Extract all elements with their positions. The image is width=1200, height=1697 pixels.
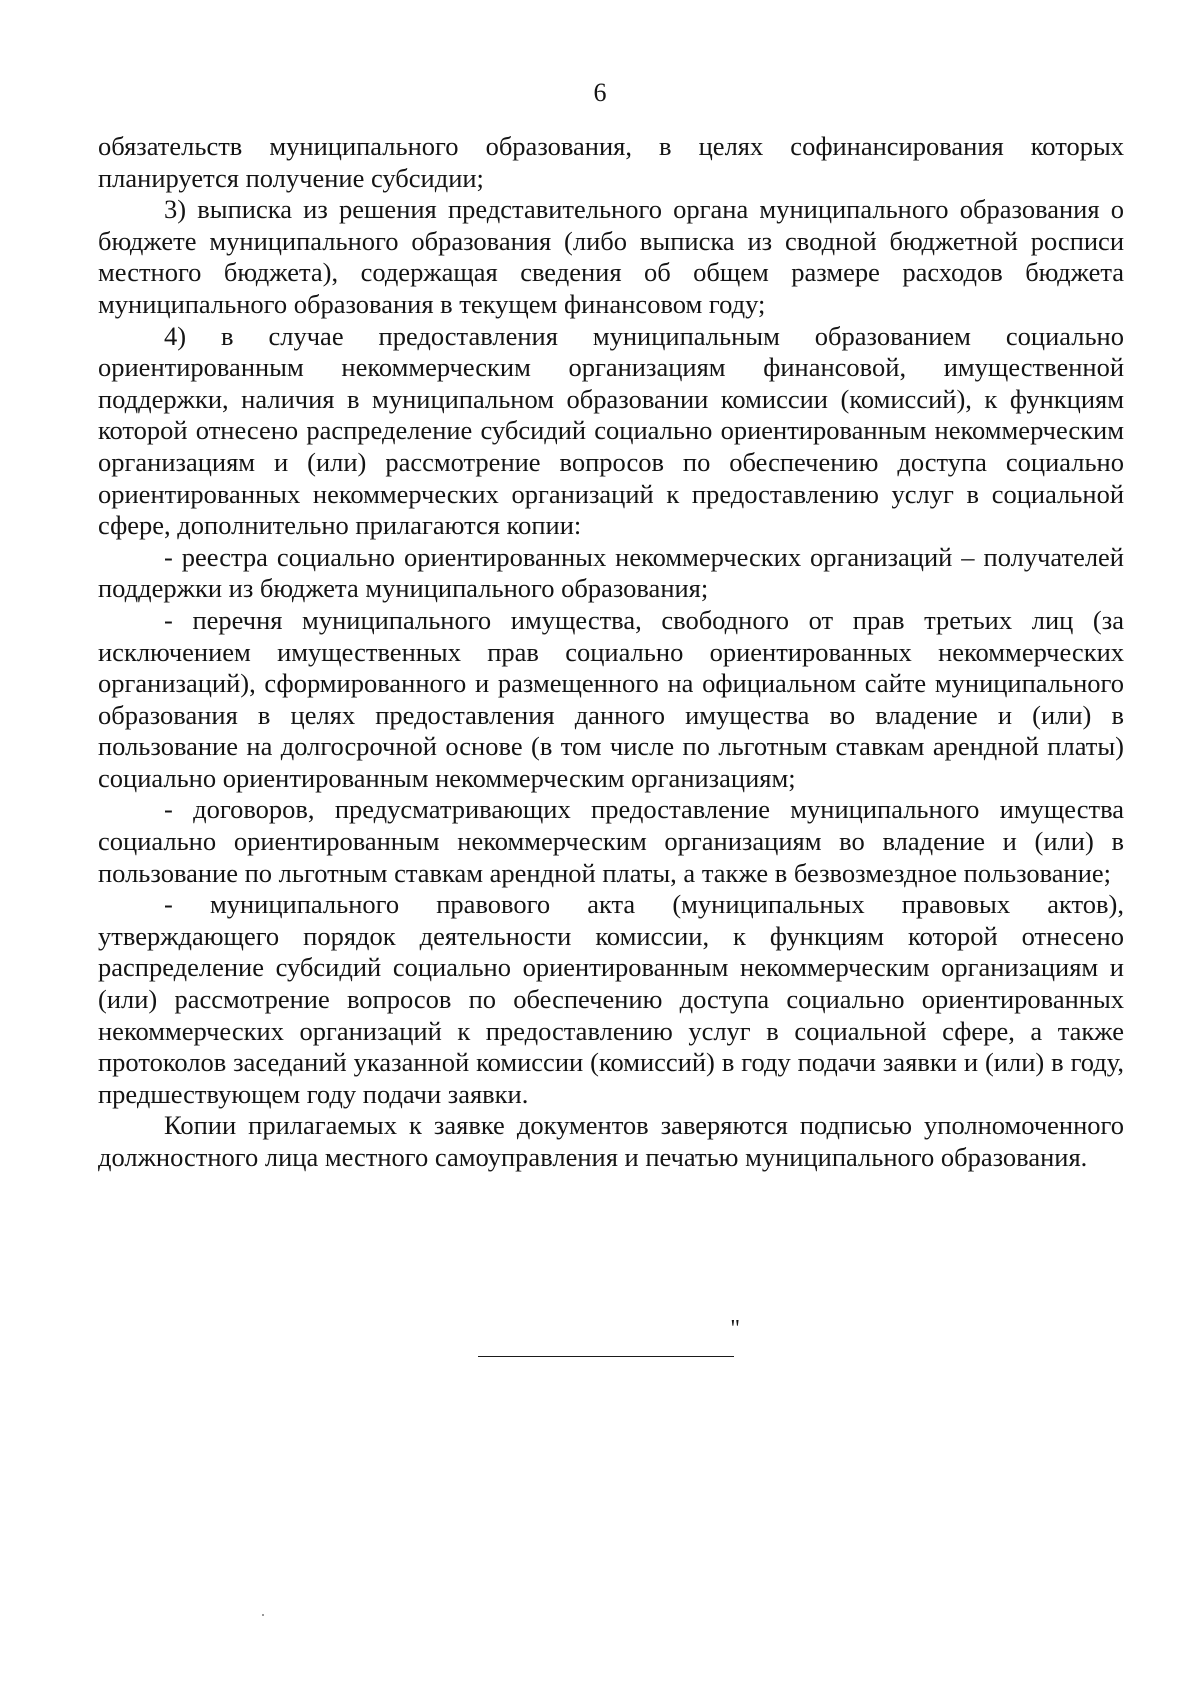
closing-divider-line xyxy=(478,1356,734,1357)
paragraph-item-4: 4) в случае предоставления муниципальным образованием социально ориентированным некоммерческим организациям финансовой, имущественной поддержки, наличия в муниципальном образовании комиссии (комиссий), к функциям которой отнесено распределение субсидий социально ориентированным некоммерческим организациям и (или) рассмотрение вопросов по обеспечению доступа социально ориентированных некоммерческих организаций к предоставлению услуг в социальной сфере, дополнительно прилагаются копии: xyxy=(98,320,1124,541)
scan-speck xyxy=(262,1614,264,1616)
paragraph-item-3: 3) выписка из решения представительного органа муниципального образования о бюджете муниципального образования (либо выписка из сводной бюджетной росписи местного бюджета), содержащая сведения об общем размере расходов бюджета муниципального образования в текущем финансовом году; xyxy=(98,194,1124,319)
list-item-property-list: - перечня муниципального имущества, свободного от прав третьих лиц (за исключением имущественных прав социально ориентированных некоммерческих организаций), сформированного и размещенного на официальном сайте муниципального образования в целях предоставления данного имущества во владение и (или) в пользование на долгосрочной основе (в том числе по льготным ставкам арендной платы) социально ориентированным некоммерческим организациям; xyxy=(98,604,1124,793)
paragraph-continuation: обязательств муниципального образования, в целях софинансирования которых планируется получение субсидии; xyxy=(98,131,1124,193)
list-item-registry: - реестра социально ориентированных некоммерческих организаций – получателей поддержки из бюджета муниципального образования; xyxy=(98,541,1124,604)
list-item-contracts: - договоров, предусматривающих предоставление муниципального имущества социально ориентированным некоммерческим организациям во владение и (или) в пользование по льготным ставкам арендной платы, а также в безвозмездное пользование; xyxy=(98,794,1124,888)
closing-mark xyxy=(478,1316,740,1357)
paragraph-copies-certification: Копии прилагаемых к заявке документов заверяются подписью уполномоченного должностного лица местного самоуправления и печатью муниципального образования. xyxy=(98,1110,1124,1172)
document-body xyxy=(98,131,1124,1174)
page-number: 6 xyxy=(593,78,607,107)
list-item-legal-act: - муниципального правового акта (муниципальных правовых актов), утверждающего порядок деятельности комиссии, к функциям которой отнесено распределение субсидий социально ориентированным некоммерческим организациям и (или) рассмотрение вопросов по обеспечению доступа социально ориентированных некоммерческих организаций к предоставлению услуг в социальной сфере, а также протоколов заседаний указанной комиссии (комиссий) в году подачи заявки и (или) в году, предшествующем году подачи заявки. xyxy=(98,889,1124,1109)
closing-quote: " xyxy=(730,1316,740,1342)
